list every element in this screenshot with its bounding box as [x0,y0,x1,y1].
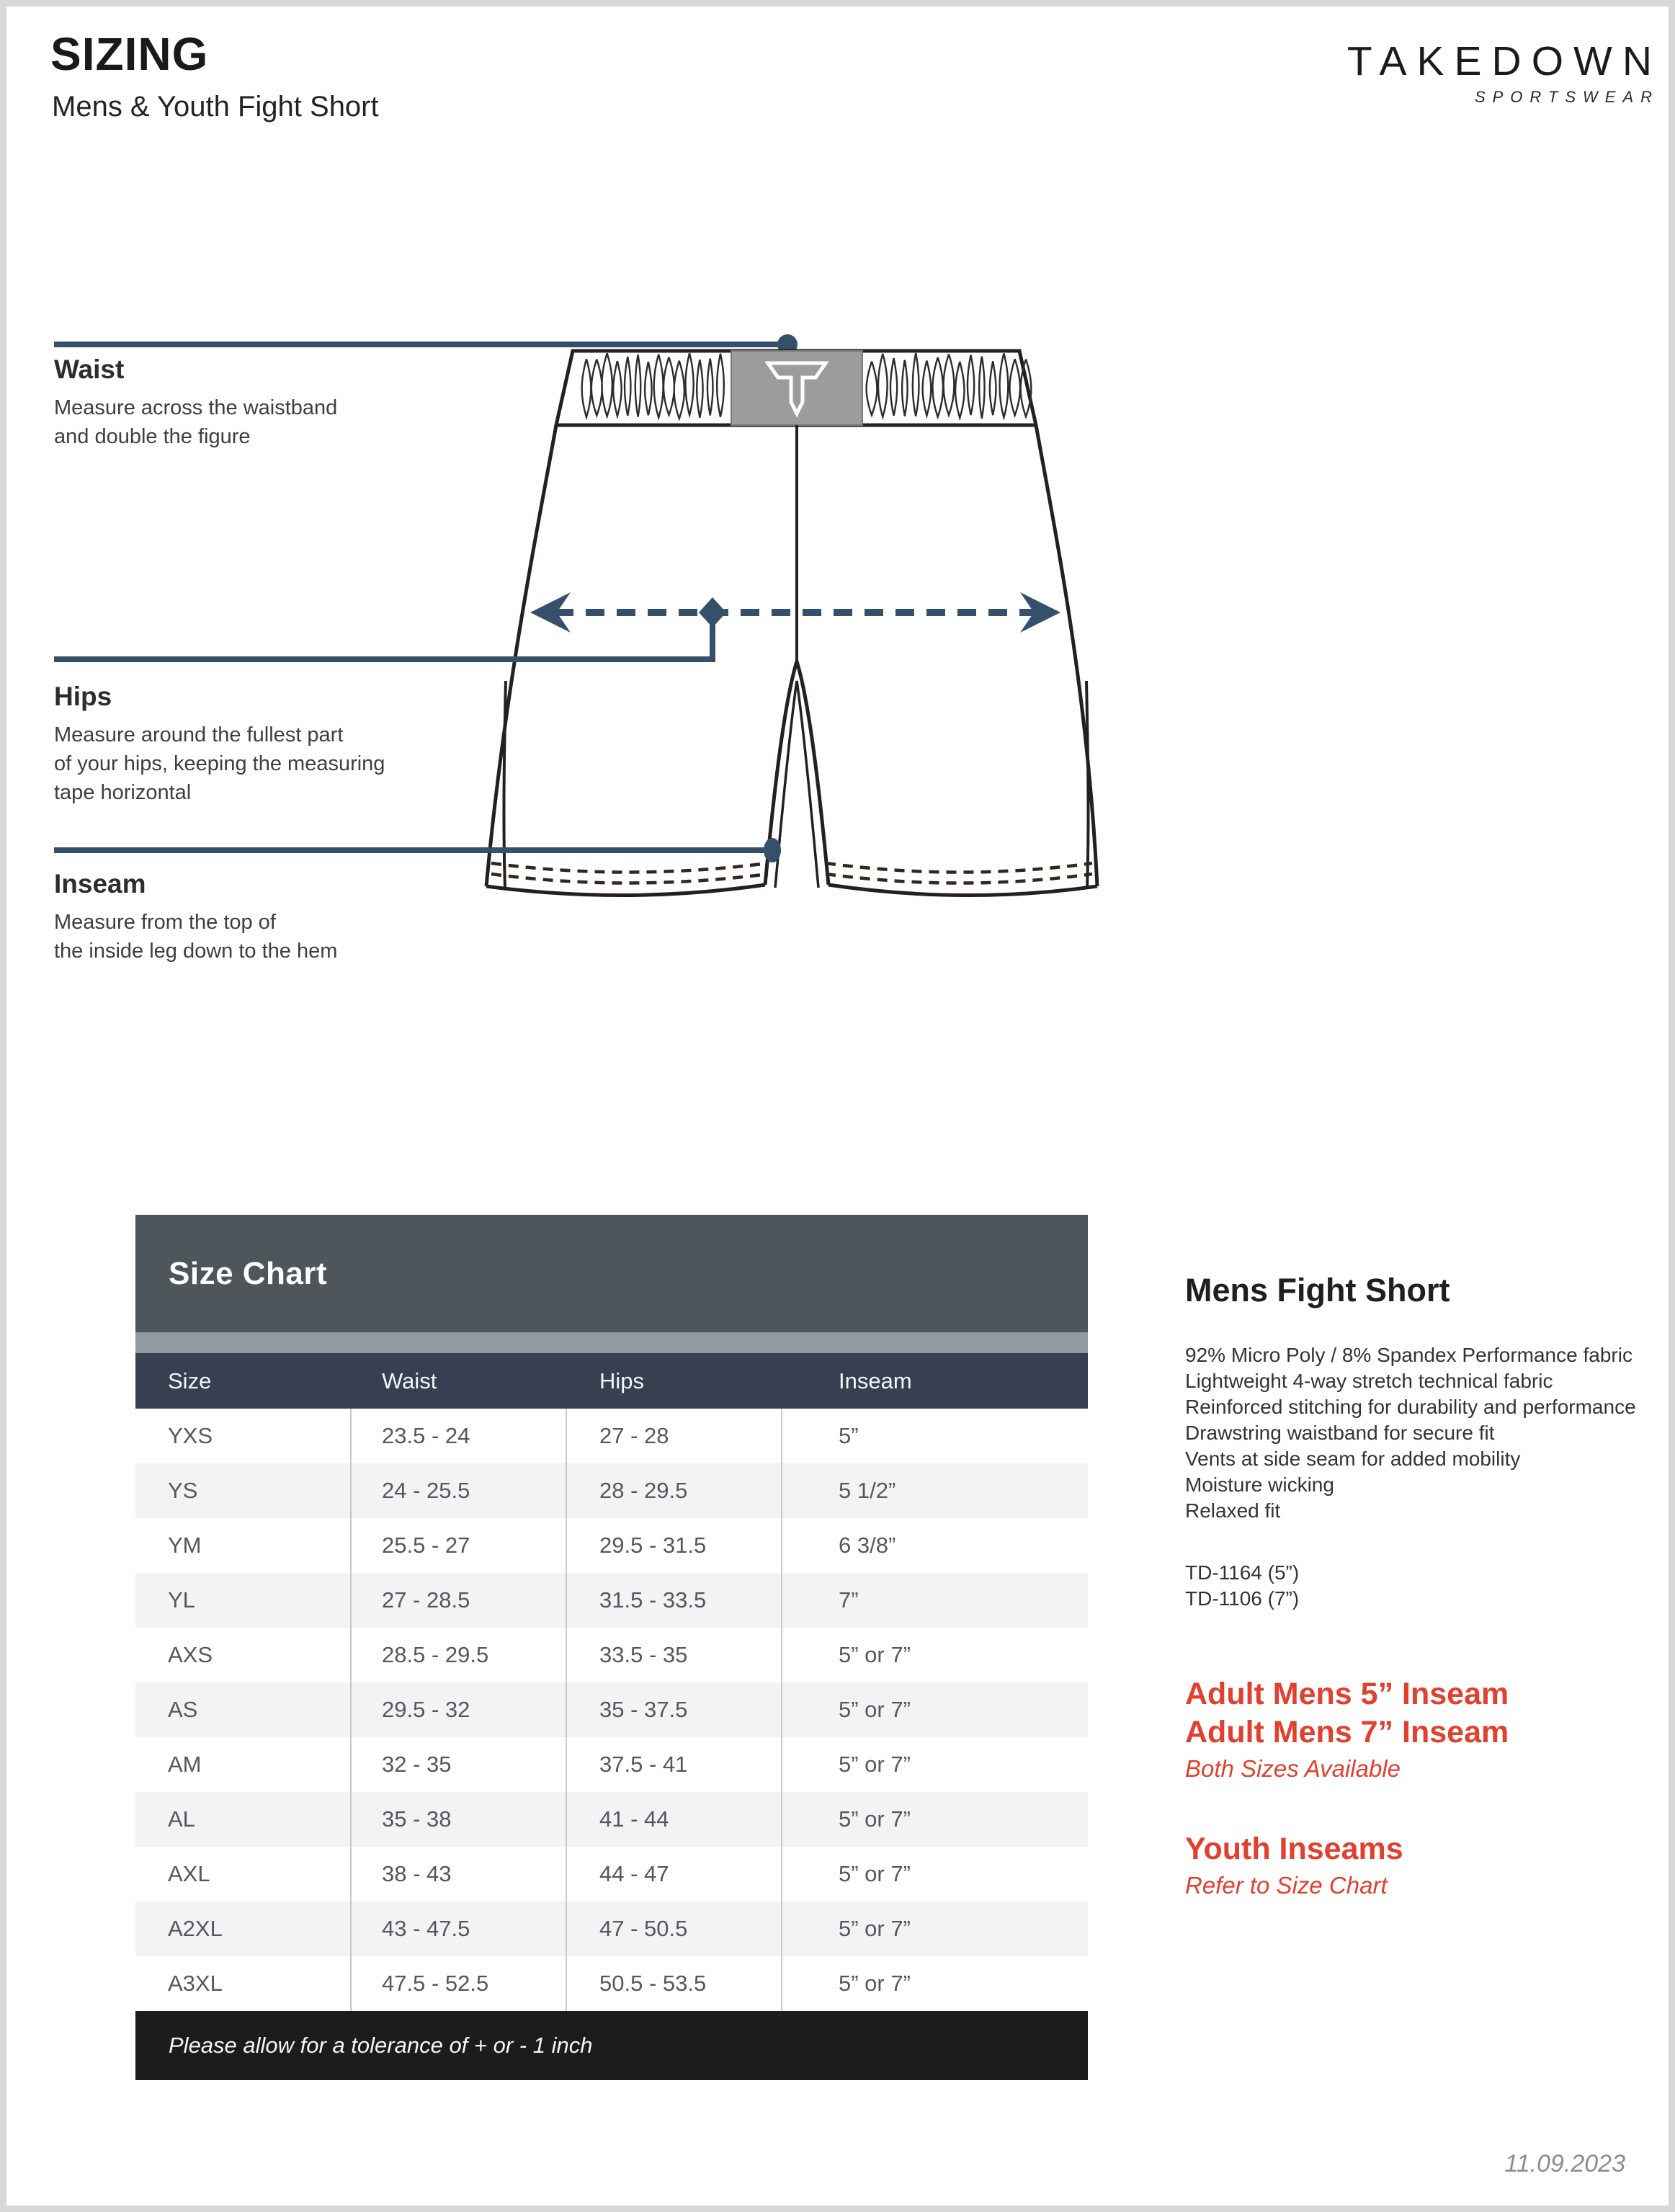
feature-list [1185,1342,1661,1524]
cell-waist: 27 - 28.5 [382,1587,470,1613]
cell-size: YS [168,1478,198,1503]
revision-date: 11.09.2023 [1504,2150,1625,2177]
side-vent-left [504,681,506,888]
cell-size: A2XL [168,1916,223,1941]
cell-waist: 24 - 25.5 [382,1478,470,1503]
hips-callout [54,682,385,807]
table-row [135,1956,1088,2011]
waist-text-line: and double the figure [54,425,251,448]
table-row [135,1792,1088,1847]
feature-item: Vents at side seam for added mobility [1185,1448,1521,1470]
cell-size: AXL [168,1861,210,1886]
highlight-line: Youth Inseams [1185,1832,1403,1866]
column-divider [566,1409,567,2011]
page-subtitle: Mens & Youth Fight Short [52,91,379,122]
side-vent-right [1086,681,1089,888]
cell-waist: 28.5 - 29.5 [382,1642,489,1667]
cell-hips: 33.5 - 35 [599,1642,688,1667]
cell-inseam: 5” or 7” [839,1916,911,1941]
sku-line: TD-1164 (5”) [1185,1561,1300,1584]
inseam-heading: Inseam [54,869,146,898]
hem-right [828,885,1097,896]
feature-item: Lightweight 4-way stretch technical fabric [1185,1370,1553,1392]
product-info-panel [1185,1272,1661,1612]
cell-hips: 28 - 29.5 [599,1478,688,1503]
inseam-text-line: Measure from the top of [54,911,276,934]
column-header-inseam: Inseam [839,1368,912,1393]
inseam-measure-line [54,838,781,862]
cell-size: YL [168,1587,195,1613]
cell-waist: 25.5 - 27 [382,1533,470,1558]
cell-inseam: 5” or 7” [839,1971,911,1996]
highlight-line: Both Sizes Available [1185,1755,1401,1782]
cell-waist: 47.5 - 52.5 [382,1971,489,1996]
size-chart [135,1215,1088,2080]
page-title: SIZING [50,28,209,80]
cell-inseam: 5” or 7” [839,1806,911,1832]
highlight-line: Adult Mens 5” Inseam [1185,1677,1509,1711]
table-row [135,1628,1088,1682]
sku-list [1185,1560,1661,1612]
cell-waist: 29.5 - 32 [382,1697,470,1722]
cell-inseam: 5” or 7” [839,1752,911,1777]
table-row [135,1682,1088,1737]
cell-hips: 35 - 37.5 [599,1697,688,1722]
cell-hips: 31.5 - 33.5 [599,1587,707,1613]
cell-inseam: 5 1/2” [839,1478,896,1503]
inseam-text-line: the inside leg down to the hem [54,940,338,963]
sku-line: TD-1106 (7”) [1185,1587,1300,1610]
waistband [556,351,1036,425]
cell-size: AS [168,1697,198,1722]
column-header-size: Size [168,1368,212,1393]
feature-item: Drawstring waistband for secure fit [1185,1422,1495,1444]
size-chart-header-row [135,1353,1088,1409]
waist-heading: Waist [54,354,125,384]
cell-inseam: 5” or 7” [839,1642,911,1667]
cell-hips: 29.5 - 31.5 [599,1533,707,1558]
cell-hips: 44 - 47 [599,1861,669,1886]
brand-tagline: SPORTSWEAR [1474,88,1659,106]
hem-left [486,885,765,896]
table-row [135,1901,1088,1956]
feature-item: Relaxed fit [1185,1499,1281,1522]
cell-hips: 27 - 28 [599,1423,669,1448]
hips-heading: Hips [54,682,112,711]
cell-size: AM [168,1752,202,1777]
cell-size: AL [168,1806,195,1832]
hem-stitching [491,863,1092,883]
cell-inseam: 6 3/8” [839,1533,896,1558]
brand-name: TAKEDOWN [1346,38,1662,84]
size-chart-body [135,1409,1088,2011]
cell-waist: 23.5 - 24 [382,1423,470,1448]
cell-size: AXS [168,1642,213,1667]
brand-logo [1346,37,1662,107]
table-row [135,1847,1088,1901]
table-row [135,1573,1088,1628]
cell-hips: 41 - 44 [599,1806,669,1832]
highlight-line: Adult Mens 7” Inseam [1185,1715,1509,1749]
hips-measure-arrow [54,592,1060,659]
tolerance-note-bar [135,2011,1088,2080]
cell-waist: 32 - 35 [382,1752,452,1777]
feature-item: Reinforced stitching for durability and performance [1185,1396,1636,1418]
table-row [135,1409,1088,1463]
cell-inseam: 5” or 7” [839,1697,911,1722]
waist-callout [54,354,337,451]
table-row [135,1463,1088,1518]
table-row [135,1737,1088,1792]
inseam-callout [54,869,337,965]
size-chart-divider-strip [135,1332,1088,1353]
column-header-hips: Hips [599,1368,645,1393]
cell-size: A3XL [168,1971,223,1996]
feature-item: Moisture wicking [1185,1473,1334,1496]
size-chart-title-band [135,1215,1088,1332]
highlight-line: Refer to Size Chart [1185,1872,1388,1899]
cell-inseam: 7” [839,1587,859,1613]
waist-text-line: Measure across the waistband [54,396,338,419]
column-divider [350,1409,352,2011]
cell-hips: 50.5 - 53.5 [599,1971,707,1996]
cell-hips: 47 - 50.5 [599,1916,688,1941]
table-row [135,1518,1088,1573]
hips-text-line: Measure around the fullest part [54,723,344,746]
inseam-availability-notes [1185,1675,1661,1902]
column-divider [781,1409,782,2011]
cell-waist: 35 - 38 [382,1806,452,1832]
size-chart-title: Size Chart [169,1255,328,1291]
column-header-waist: Waist [382,1368,437,1393]
cell-size: YM [168,1533,202,1558]
cell-waist: 43 - 47.5 [382,1916,470,1941]
hips-text-line: of your hips, keeping the measuring [54,752,385,775]
product-heading: Mens Fight Short [1185,1272,1450,1308]
hips-text-line: tape horizontal [54,781,192,804]
feature-item: 92% Micro Poly / 8% Spandex Performance fabric [1185,1344,1632,1366]
cell-inseam: 5” [839,1423,859,1448]
cell-waist: 38 - 43 [382,1861,452,1886]
cell-hips: 37.5 - 41 [599,1752,688,1777]
cell-inseam: 5” or 7” [839,1861,911,1886]
cell-size: YXS [168,1423,213,1448]
tolerance-note: Please allow for a tolerance of + or - 1 inch [169,2033,593,2058]
